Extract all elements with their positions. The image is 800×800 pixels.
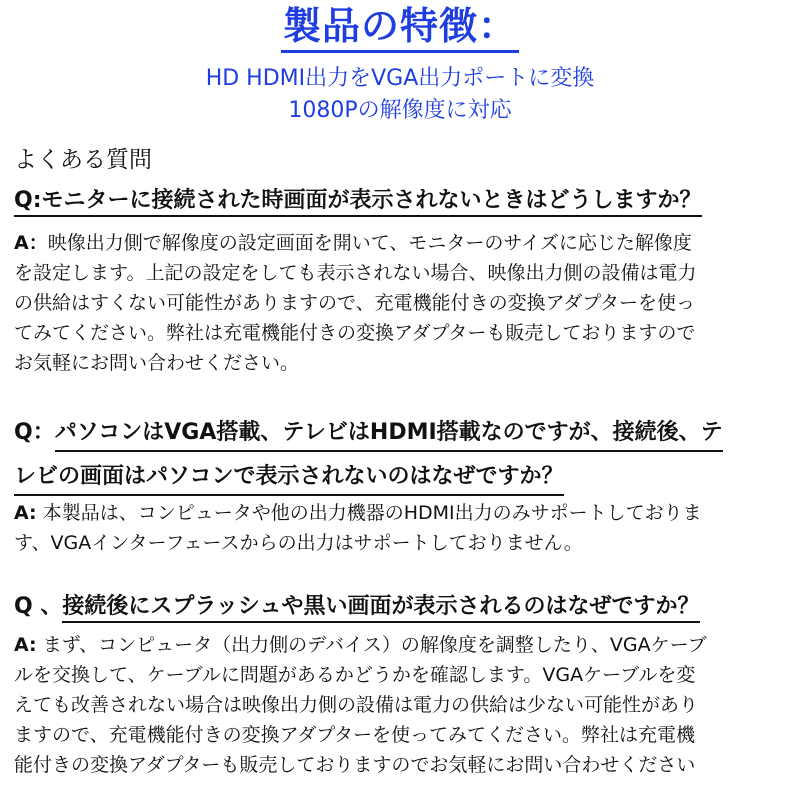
faq-answer-1 [14, 228, 789, 378]
faq-question-2-label: Q： [14, 420, 55, 445]
page-title [0, 2, 800, 50]
faq-answer-3-line-2: ルを交換して、ケーブルに問題があるかどうかを確認します。VGAケーブルを変 [14, 664, 696, 686]
faq-question-3-text: 接続後にスプラッシュや黒い画面が表示されるのはなぜですか？ [62, 594, 699, 623]
faq-answer-3-line-5: 能付きの変換アダプターも販売しておりますのでお気軽にお問い合わせください [14, 754, 696, 776]
faq-answer-3 [14, 630, 789, 780]
faq-question-2 [14, 418, 786, 496]
faq-answer-1-line-2: を設定します。上記の設定をしても表示されない場合、映像出力側の設備は電力 [14, 262, 697, 284]
faq-heading: よくある質問 [14, 147, 152, 173]
faq-answer-1-line-5: お気軽にお問い合わせください。 [14, 352, 300, 374]
faq-question-2-line-1: パソコンはVGA搭載、テレビはHDMI搭載なのですが、接続後、テ [55, 418, 723, 452]
faq-question-3 [14, 592, 786, 622]
faq-answer-1-line-1: 映像出力側で解像度の設定画面を開いて、モニターのサイズに応じた解像度 [47, 232, 692, 254]
faq-answer-3-line-3: えても改善されない場合は映像出力側の設備は電力の供給は少ない可能性があり [14, 694, 699, 716]
faq-answer-2-line-1: 本製品は、コンピュータや他の出力機器のHDMI出力のみサポートしておりま [36, 502, 702, 524]
faq-answer-3-line-1: まず、コンピュータ（出力側のデバイス）の解像度を調整したり、VGAケーブ [36, 634, 707, 656]
faq-answer-2 [14, 498, 789, 558]
faq-question-1 [14, 186, 786, 216]
faq-answer-1-line-4: てみてください。弊社は充電機能付きの変換アダプターも販売しておりますので [14, 322, 696, 344]
faq-answer-2-label: A: [14, 502, 37, 524]
faq-question-1-text: モニターに接続された時画面が表示されないときはどうしますか？ [41, 188, 702, 213]
faq-question-3-label: Q 、 [14, 594, 63, 619]
faq-answer-3-line-4: ますので、充電機能付きの変換アダプターを使ってみてください。弊社は充電機 [14, 724, 695, 746]
faq-question-1-label: Q: [14, 188, 42, 213]
feature-line-1: HD HDMI出力をVGA出力ポートに変換 [205, 66, 595, 91]
faq-answer-2-line-2: す、VGAインターフェースからの出力はサポートしておりません。 [14, 532, 583, 554]
faq-answer-1-line-3: の供給はすくない可能性がありますので、充電機能付きの変換アダプターを使っ [14, 292, 695, 314]
faq-answer-1-label: A： [14, 232, 48, 254]
faq-question-2-line-2: レビの画面はパソコンで表示されないのはなぜですか？ [14, 462, 564, 496]
feature-line-2: 1080Pの解像度に対応 [288, 98, 512, 123]
page-title-text: 製品の特徴： [281, 4, 519, 53]
faq-answer-3-label: A: [14, 634, 37, 656]
